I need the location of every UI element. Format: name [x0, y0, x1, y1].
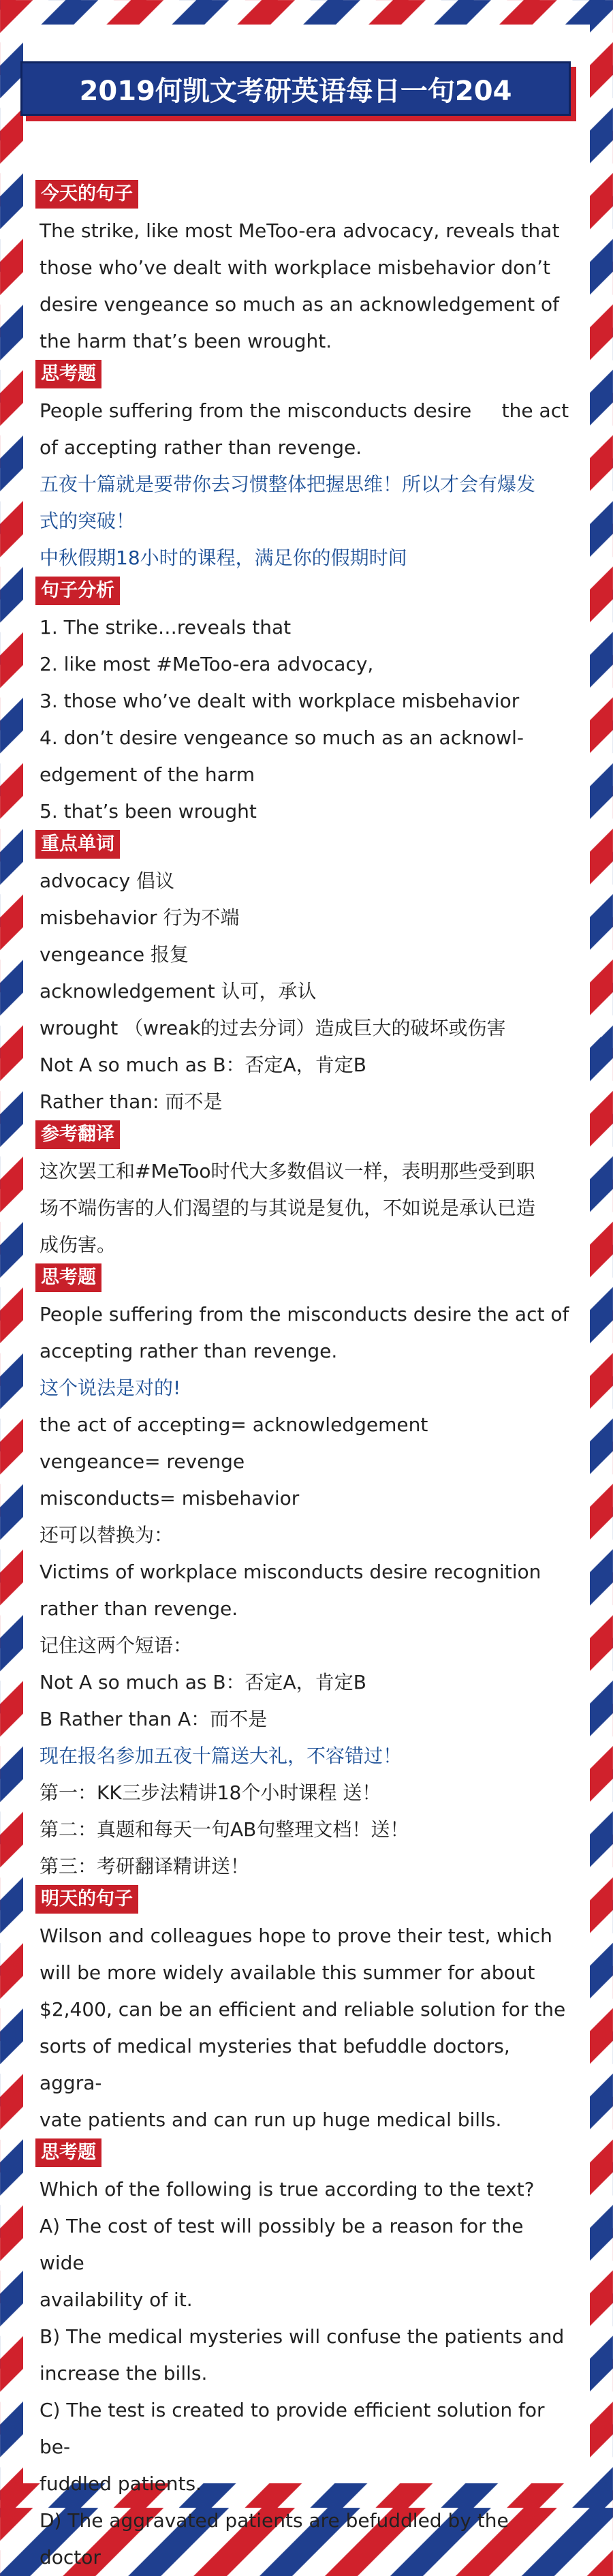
section-header: 重点单词	[35, 830, 120, 859]
text-line: of accepting rather than revenge.	[40, 436, 362, 459]
text-line: acknowledgement 认可，承认	[40, 980, 317, 1002]
highlight-line: 式的突破！	[40, 510, 136, 532]
text-line: vengeance= revenge	[40, 1450, 245, 1473]
section-header: 思考题	[35, 2138, 101, 2167]
section-vocabulary	[40, 830, 571, 1120]
text-line: wrought （wreak的过去分词）造成巨大的破坏或伤害	[40, 1017, 506, 1039]
article-body	[40, 180, 571, 2576]
text-line: Wilson and colleagues hope to prove their test, which	[40, 1925, 552, 1947]
page-title: 2019何凯文考研英语每日一句204	[20, 61, 571, 116]
text-line: A) The cost of test will possibly be a reason for the wide	[40, 2215, 530, 2274]
text-line: misconducts= misbehavior	[40, 1487, 300, 1509]
text-line: $2,400, can be an efficient and reliable solution for the	[40, 1998, 566, 2021]
text-line: 2. like most #MeToo-era advocacy,	[40, 653, 374, 675]
text-line: 成伤害。	[40, 1233, 116, 1256]
highlight-line: 中秋假期18小时的课程，满足你的假期时间	[40, 547, 407, 569]
text-line: increase the bills.	[40, 2362, 208, 2385]
text-line: 第一：KK三步法精讲18个小时课程 送！	[40, 1781, 381, 1804]
text-line: D) The aggravated patients are befuddled by the doctor	[40, 2509, 515, 2569]
text-line: will be more widely available this summer for about	[40, 1961, 535, 1984]
highlight-line: 五夜十篇就是要带你去习惯整体把握思维！所以才会有爆发	[40, 473, 536, 495]
text-line: Victims of workplace misconducts desire recognition	[40, 1561, 541, 1583]
text-line: Not A so much as B：否定A，肯定B	[40, 1671, 366, 1693]
text-line: 第二：真题和每天一句AB句整理文档！送！	[40, 1818, 409, 1841]
text-line: 还可以替换为：	[40, 1524, 174, 1546]
text-line: Rather than: 而不是	[40, 1090, 223, 1113]
text-line: People suffering from the misconducts desire the act	[40, 399, 569, 422]
text-line: advocacy 倡议	[40, 870, 175, 892]
text-line: the act of accepting= acknowledgement	[40, 1413, 428, 1436]
section-header: 句子分析	[35, 577, 120, 605]
highlight-line: 这个说法是对的!	[40, 1377, 181, 1399]
text-line: availability of it.	[40, 2288, 193, 2311]
section-header: 今天的句子	[35, 180, 138, 209]
text-line: 3. those who’ve dealt with workplace misbehavior	[40, 690, 520, 712]
text-line: B) The medical mysteries will confuse the patients and	[40, 2325, 565, 2348]
section-tomorrow-sentence	[40, 1885, 571, 2138]
text-line: edgement of the harm	[40, 763, 255, 786]
section-analysis	[40, 577, 571, 830]
text-line: the harm that’s been wrought.	[40, 330, 332, 352]
highlight-line: 现在报名参加五夜十篇送大礼，不容错过！	[40, 1745, 403, 1767]
text-line: vengeance 报复	[40, 943, 189, 966]
text-line: accepting rather than revenge.	[40, 1340, 338, 1362]
text-line: vate patients and can run up huge medical bills.	[40, 2109, 502, 2131]
section-header: 思考题	[35, 1263, 101, 1292]
text-line: those who’ve dealt with workplace misbehavior don’t	[40, 256, 551, 279]
text-line: desire vengeance so much as an acknowledgement of	[40, 293, 559, 316]
text-line: 5. that’s been wrought	[40, 800, 257, 823]
text-line: 4. don’t desire vengeance so much as an acknowl-	[40, 726, 524, 749]
text-line: Not A so much as B：否定A，肯定B	[40, 1054, 366, 1076]
section-header: 明天的句子	[35, 1885, 138, 1914]
section-header: 思考题	[35, 360, 101, 388]
section-question-2	[40, 1263, 571, 1885]
section-question-1	[40, 360, 571, 577]
text-line: 场不端伤害的人们渴望的与其说是复仇，不如说是承认已造	[40, 1197, 536, 1219]
section-header: 参考翻译	[35, 1120, 120, 1149]
text-line: 记住这两个短语：	[40, 1634, 193, 1657]
section-question-3	[40, 2138, 571, 2576]
text-line: 1. The strike…reveals that	[40, 616, 292, 639]
text-line: misbehavior 行为不端	[40, 906, 240, 929]
text-line: sorts of medical mysteries that befuddle doctors, aggra-	[40, 2035, 516, 2094]
text-line: rather than revenge.	[40, 1597, 238, 1620]
section-today-sentence	[40, 180, 571, 360]
text-line: 这次罢工和#MeToo时代大多数倡议一样，表明那些受到职	[40, 1160, 535, 1182]
text-line: Which of the following is true according to the text?	[40, 2178, 535, 2201]
text-line: 第三：考研翻译精讲送！	[40, 1855, 250, 1877]
section-translation	[40, 1120, 571, 1263]
text-line: B Rather than A：而不是	[40, 1708, 268, 1730]
text-line: The strike, like most MeToo-era advocacy, reveals that	[40, 219, 560, 242]
text-line: People suffering from the misconducts desire the act of	[40, 1303, 569, 1325]
text-line: fuddled patients.	[40, 2472, 202, 2495]
text-line: C) The test is created to provide efficient solution for be-	[40, 2399, 551, 2458]
